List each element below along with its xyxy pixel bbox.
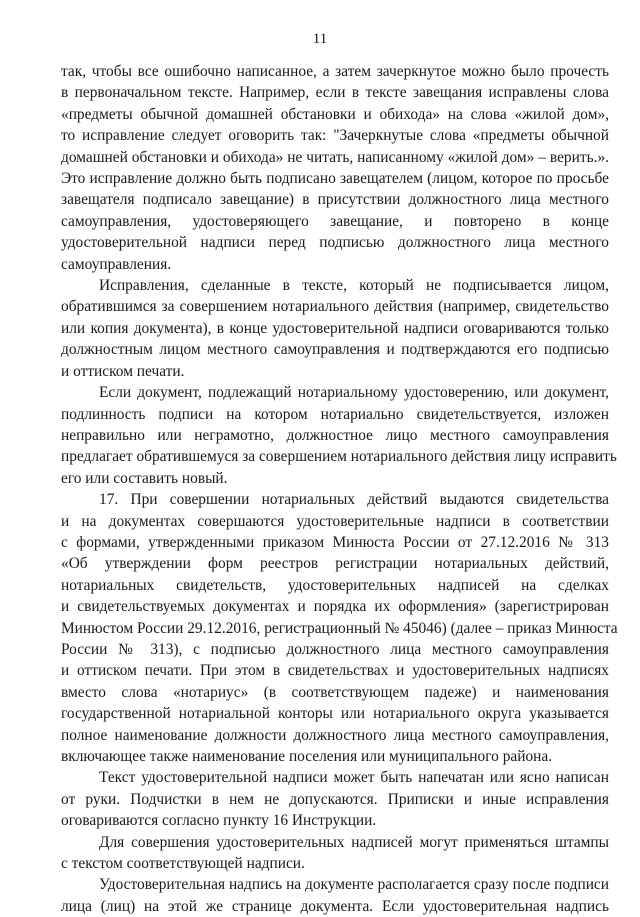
text-line: его или составить новый. (61, 469, 228, 487)
text-line: от руки. Подчистки в нем не допускаются. Приписки и иные исправления (61, 790, 609, 808)
text-line: и свидетельствуемых документах и порядка их оформления» (зарегистрирован (61, 598, 609, 616)
text-line: России № 313), с подписью должностного лица местного самоуправления (61, 640, 609, 658)
text-line: предлагает обратившемуся за совершением нотариального действия лицу исправить (61, 448, 617, 466)
text-line: Исправления, сделанные в тексте, который не подписывается лицом, (99, 277, 609, 295)
page-number: 11 (312, 31, 328, 47)
text-line: полное наименование должности должностного лица местного самоуправления, (61, 726, 609, 744)
text-line: лица (лиц) на этой же странице документа. Если удостоверительная надпись (61, 897, 609, 915)
text-line: удостоверительной надписи перед подписью должностного лица местного (61, 234, 609, 252)
text-line: обратившимся за совершением нотариального действия (например, свидетельство (61, 298, 609, 316)
text-line: домашней обстановки и обихода» не читать, написанному «жилой дом» – верить.». (61, 148, 609, 166)
text-line: неправильно или неграмотно, должностное лицо местного самоуправления (61, 426, 609, 444)
text-line: так, чтобы все ошибочно написанное, а затем зачеркнутое можно было прочесть (61, 63, 609, 80)
text-line: вместо слова «нотариус» (в соответствующем падеже) и наименования (61, 683, 609, 701)
text-line: самоуправления, удостоверяющего завещание, и повторено в конце (61, 212, 609, 230)
paragraph-inscription-placement (61, 874, 609, 917)
text-line: с текстом соответствующей надписи. (61, 855, 305, 873)
text-line: и на документах совершаются удостоверительные надписи в соответствии (61, 512, 609, 530)
paragraph-corrections-in-will (61, 61, 609, 275)
text-line: включающее также наименование поселения или муниципального района. (61, 748, 553, 765)
text-line: Минюстом России 29.12.2016, регистрационный № 45046) (далее – приказ Минюста (61, 619, 618, 637)
text-line: подлинность подписи на котором нотариально свидетельствуется, изложен (61, 405, 609, 423)
paragraph-item-17 (61, 489, 618, 767)
paragraph-stamps (61, 832, 609, 875)
text-line: и оттиском печати. (61, 362, 185, 380)
text-line: то исправление следует оговорить так: "Зачеркнутые слова «предметы обычной (61, 127, 609, 145)
text-line: или копия документа), в конце удостоверительной надписи оговариваются только (61, 319, 609, 337)
paragraph-corrections-unsigned-text (61, 275, 609, 382)
document-body (61, 61, 618, 917)
text-line: Это исправление должно быть подписано завещателем (лицом, которое по просьбе (61, 170, 609, 188)
text-line: и оттиском печати. При этом в свидетельствах и удостоверительных надписях (61, 662, 609, 680)
text-line: в первоначальном тексте. Например, если в тексте завещания исправлены слова (61, 84, 609, 102)
text-line: Удостоверительная надпись на документе располагается сразу после подписи (99, 876, 609, 894)
text-line: должностным лицом местного самоуправления и подтверждаются его подписью (61, 341, 609, 359)
text-line: государственной нотариальной конторы или нотариального округа указывается (61, 705, 609, 723)
text-line: оговариваются согласно пункту 16 Инструкции. (61, 812, 377, 830)
text-line: Если документ, подлежащий нотариальному удостоверению, или документ, (99, 384, 609, 402)
text-line: «предметы обычной домашней обстановки и обихода» на слова «жилой дом», (61, 105, 609, 123)
text-line: Текст удостоверительной надписи может быть напечатан или ясно написан (99, 769, 609, 787)
text-line: нотариальных свидетельств, удостоверительных надписей на сделках (61, 576, 609, 594)
text-line: самоуправления. (61, 255, 172, 273)
text-line: завещателя подписало завещание) в присутствии должностного лица местного (61, 191, 609, 209)
text-line: «Об утверждении форм реестров регистрации нотариальных действий, (61, 555, 609, 573)
text-line: с формами, утвержденными приказом Минюста России от 27.12.2016 № 313 (61, 533, 609, 551)
text-line: Для совершения удостоверительных надписей могут применяться штампы (99, 833, 609, 851)
paragraph-incorrect-document (61, 382, 617, 489)
text-line: 17. При совершении нотариальных действий выдаются свидетельства (99, 491, 609, 509)
paragraph-inscription-text (61, 767, 609, 831)
